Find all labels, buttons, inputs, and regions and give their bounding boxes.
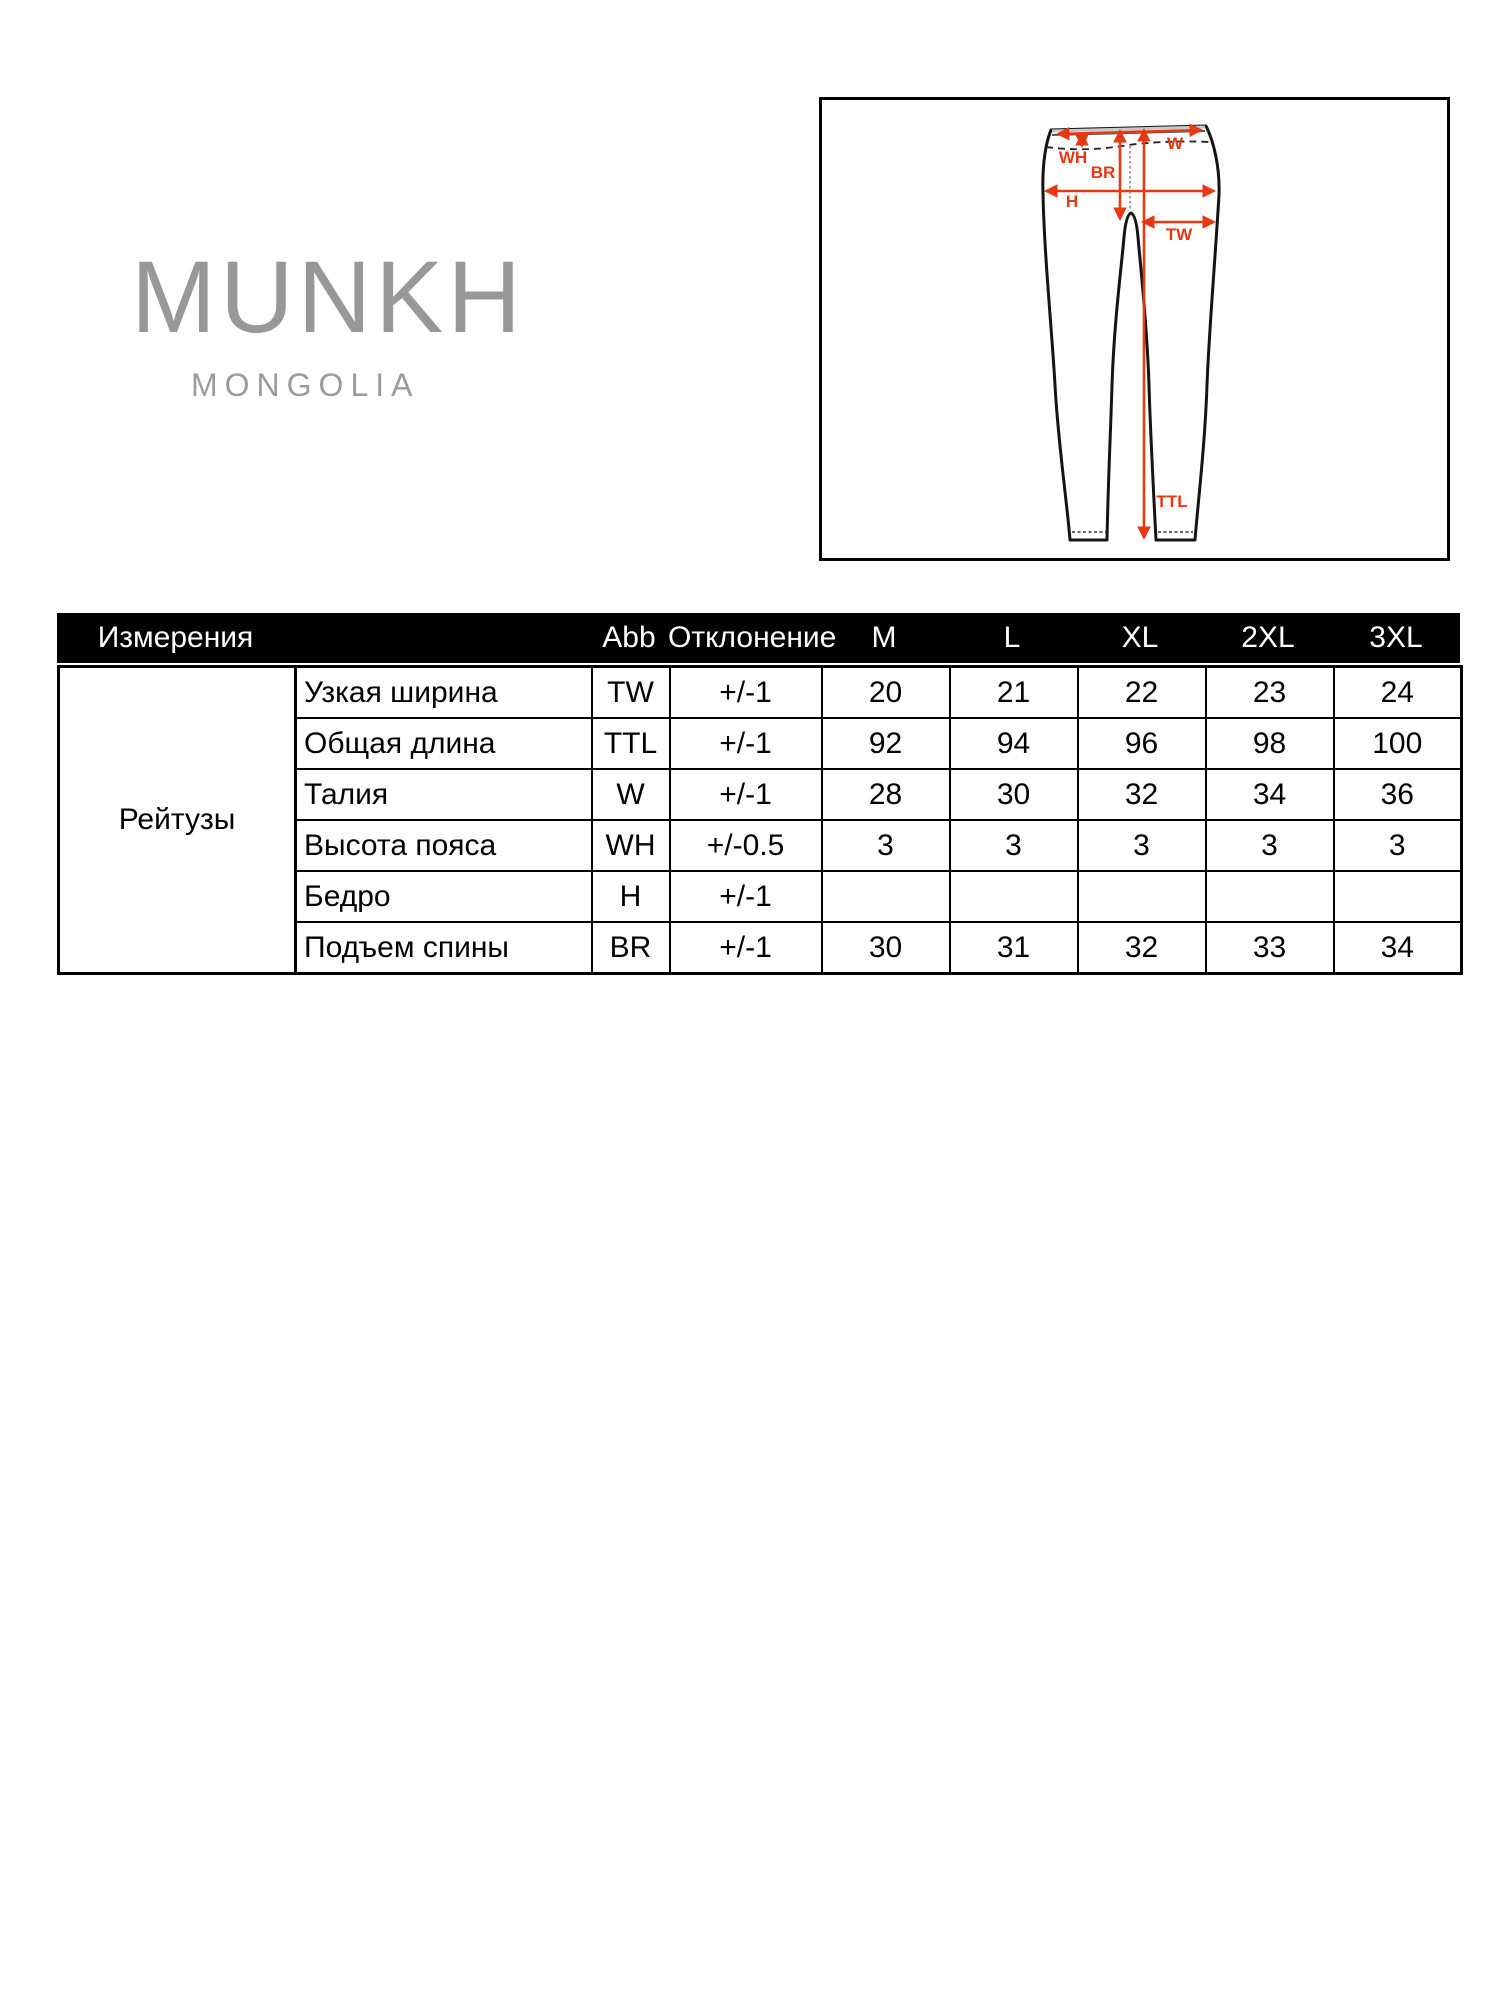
measurement-name: Подъем спины	[296, 922, 592, 974]
value-cell: 24	[1334, 667, 1462, 719]
value-cell	[1334, 871, 1462, 922]
value-cell	[1078, 871, 1206, 922]
deviation-cell: +/-1	[670, 667, 822, 719]
deviation-cell: +/-1	[670, 769, 822, 820]
value-cell: 34	[1206, 769, 1334, 820]
value-cell: 100	[1334, 718, 1462, 769]
header-abb: Abb	[602, 621, 656, 654]
header-size-2xl: 2XL	[1241, 621, 1295, 654]
value-cell: 32	[1078, 922, 1206, 974]
value-cell: 22	[1078, 667, 1206, 719]
value-cell: 3	[1206, 820, 1334, 871]
label-br: BR	[1090, 163, 1116, 182]
value-cell: 32	[1078, 769, 1206, 820]
value-cell	[822, 871, 950, 922]
abb-cell: H	[592, 871, 670, 922]
measurement-name: Высота пояса	[296, 820, 592, 871]
label-tw: TW	[1165, 225, 1193, 244]
value-cell: 28	[822, 769, 950, 820]
value-cell: 23	[1206, 667, 1334, 719]
value-cell: 30	[822, 922, 950, 974]
value-cell	[1206, 871, 1334, 922]
value-cell: 98	[1206, 718, 1334, 769]
brand-logo: MUNKH	[131, 240, 525, 354]
value-cell: 31	[950, 922, 1078, 974]
header-measurements: Измерения	[97, 621, 254, 654]
value-cell: 94	[950, 718, 1078, 769]
abb-cell: WH	[592, 820, 670, 871]
value-cell: 34	[1334, 922, 1462, 974]
value-cell: 3	[1078, 820, 1206, 871]
deviation-cell: +/-1	[670, 922, 822, 974]
table-row	[59, 667, 1462, 719]
label-w: W	[1166, 134, 1184, 153]
value-cell	[950, 871, 1078, 922]
value-cell: 92	[822, 718, 950, 769]
deviation-cell: +/-1	[670, 718, 822, 769]
label-h: H	[1065, 192, 1079, 211]
value-cell: 3	[1334, 820, 1462, 871]
measurement-name: Талия	[296, 769, 592, 820]
header-deviation: Отклонение	[668, 621, 837, 654]
label-wh: WH	[1058, 148, 1088, 167]
leggings-outline	[1043, 126, 1219, 540]
value-cell: 33	[1206, 922, 1334, 974]
abb-cell: W	[592, 769, 670, 820]
value-cell: 20	[822, 667, 950, 719]
value-cell: 3	[950, 820, 1078, 871]
value-cell: 36	[1334, 769, 1462, 820]
measurement-name: Узкая ширина	[296, 667, 592, 719]
leggings-diagram	[822, 100, 1447, 558]
brand-logo-subtitle: MONGOLIA	[191, 367, 420, 403]
size-table	[57, 665, 1463, 975]
abb-cell: TW	[592, 667, 670, 719]
measurement-name: Общая длина	[296, 718, 592, 769]
header-size-l: L	[1003, 621, 1021, 654]
product-name-cell: Рейтузы	[59, 667, 296, 974]
table-header-bar	[57, 613, 1460, 663]
size-diagram-box	[819, 97, 1450, 561]
label-ttl: TTL	[1156, 492, 1188, 511]
measurement-name: Бедро	[296, 871, 592, 922]
value-cell: 3	[822, 820, 950, 871]
deviation-cell: +/-1	[670, 871, 822, 922]
header-size-m: M	[871, 621, 897, 654]
header-size-3xl: 3XL	[1369, 621, 1423, 654]
header-size-xl: XL	[1121, 621, 1159, 654]
abb-cell: BR	[592, 922, 670, 974]
value-cell: 96	[1078, 718, 1206, 769]
abb-cell: TTL	[592, 718, 670, 769]
deviation-cell: +/-0.5	[670, 820, 822, 871]
value-cell: 21	[950, 667, 1078, 719]
value-cell: 30	[950, 769, 1078, 820]
